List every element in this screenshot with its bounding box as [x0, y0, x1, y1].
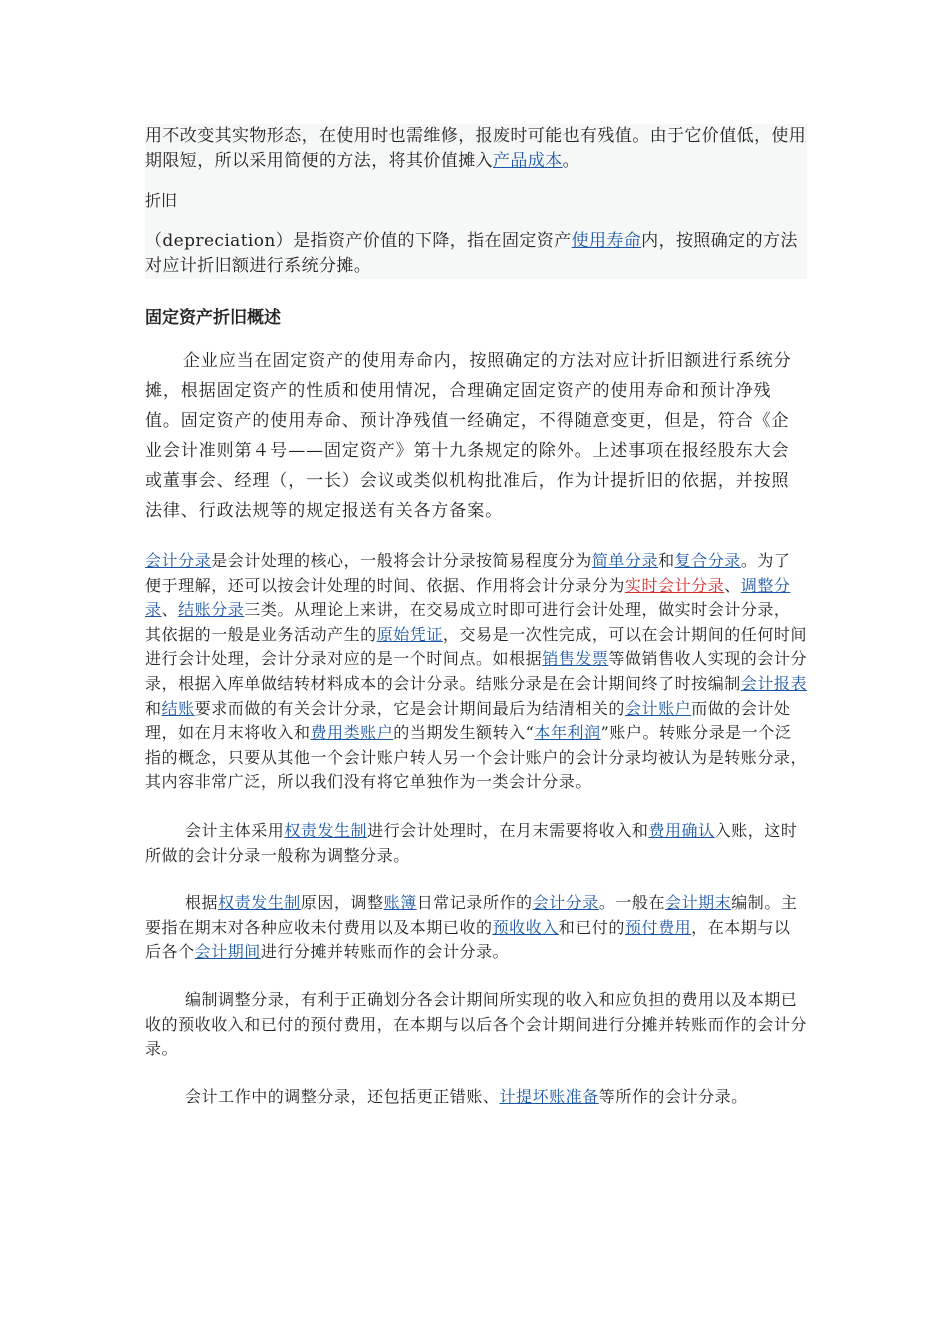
text-run: 编制调整分录，有利于正确划分各会计期间所实现的收入和应负担的费用以及本期已收的预收收入和已付的预付费用，在本期与以后各个会计期间进行分摊并转账而作的会计分录。 — [145, 989, 808, 1059]
text-run: 用不改变其实物形态，在使用时也需维修，报废时可能也有残值。由于它价值低，使用期限短，所以采用简便的方法，将其价值摊入 — [145, 126, 807, 171]
hyperlink[interactable]: 结账分录 — [178, 600, 245, 620]
text-run: 根据 — [185, 893, 219, 913]
hyperlink[interactable]: 权责发生制 — [284, 820, 368, 840]
hyperlink[interactable]: 简单分录 — [591, 551, 659, 570]
grey-paragraph-1 — [145, 124, 807, 174]
hyperlink[interactable]: 本年利润 — [534, 723, 601, 743]
text-run: （depreciation）是指资产价值的下降，指在固定资产 — [145, 231, 572, 251]
hyperlink[interactable]: 预付费用 — [624, 917, 692, 937]
text-run: 和 — [145, 698, 162, 718]
text-run: 进行会计处理时，在月末需要将收入和 — [367, 820, 649, 840]
hyperlink[interactable]: 权责发生制 — [218, 893, 301, 913]
hyperlink[interactable]: 会计分录 — [145, 551, 212, 570]
text-run: 、 — [724, 575, 741, 595]
text-run: 、 — [161, 600, 179, 620]
hyperlink[interactable]: 预收收入 — [492, 917, 559, 937]
text-run: 三类。从理论上来讲，在交易成立时即可进行会计处理，做实时会计分录，其依据的一般是业务活动产生的 — [145, 600, 791, 644]
hyperlink[interactable]: 会计账户 — [624, 698, 692, 718]
hyperlink[interactable]: 复合分录 — [674, 551, 741, 570]
text-run: 的当期发生额转入“ — [393, 723, 535, 743]
text-run: 日常记录所作的 — [416, 893, 533, 913]
text-run: 原因，调整 — [300, 893, 384, 913]
text-run: 是会计处理的核心，一般将会计分录按简易程度分为 — [211, 551, 592, 570]
term-label: 折旧 — [145, 191, 178, 210]
quoted-block — [145, 124, 807, 279]
hyperlink[interactable]: 产品成本 — [493, 151, 563, 171]
hyperlink[interactable]: 结账 — [161, 698, 195, 718]
hyperlink[interactable]: 调整分录 — [145, 575, 791, 620]
hyperlink[interactable]: 费用确认 — [648, 820, 715, 840]
text-run: 等所作的会计分录。 — [598, 1086, 748, 1106]
text-run: 内，按照确定的方法对应计折旧额进行系统分摊。 — [145, 231, 798, 276]
hyperlink[interactable]: 账簿 — [383, 893, 417, 913]
text-run: ”账户。转账分录是一个泛指的概念，只要从其他一个会计账户转人另一个会计账户的会计分录均被认为是转账分录，其内容非常广泛，所以我们没有将它单独作为一类会计分录。 — [145, 723, 808, 792]
body-paragraph — [145, 1085, 807, 1110]
body-paragraph — [145, 819, 807, 868]
text-run: 进行分摊并转账而作的会计分录。 — [260, 942, 510, 962]
text-run: 等做销售收人实现的会计分录，根据入库单做结转材料成本的会计分录。结账分录是在会计期间终了时按编制 — [145, 649, 808, 693]
hyperlink[interactable]: 计提坏账准备 — [499, 1086, 599, 1106]
text-run: 入账，这时所做的会计分录一般称为调整分录。 — [145, 820, 798, 865]
hyperlink[interactable]: 费用类账户 — [310, 723, 394, 743]
body-paragraph — [145, 549, 807, 795]
overview-paragraph: 企业应当在固定资产的使用寿命内，按照确定的方法对应计折旧额进行系统分摊，根据固定资产的性质和使用情况，合理确定固定资产的使用寿命和预计净残值。固定资产的使用寿命、预计净残值一经确定，不得随意变更，但是，符合《企业会计准则第４号——固定资产》第十九条规定的除外。上述事项在报经股东大会或董事会、经理（，一长）会议或类似机构批准后，作为计提折旧的依据，并按照法律、行政法规等的规定报送有关各方备案。 — [145, 351, 792, 521]
text-run: 和 — [658, 551, 675, 570]
hyperlink[interactable]: 会计期末 — [665, 893, 732, 913]
text-run: ，在本期与以后各个 — [145, 917, 791, 962]
text-run: 编制。主要指在期末对各种应收未付费用以及本期已收的 — [145, 893, 798, 937]
hyperlink[interactable]: 会计分录 — [532, 893, 599, 913]
text-run: 会计主体采用 — [185, 820, 285, 840]
hyperlink[interactable]: 会计报表 — [740, 673, 808, 693]
hyperlink[interactable]: 原始凭证 — [376, 624, 443, 644]
text-run: 。 — [562, 151, 581, 171]
text-run: 。为了便于理解，还可以按会计处理的时间、依据、作用将会计分录分为 — [145, 551, 791, 595]
hyperlink[interactable]: 实时会计分录 — [624, 575, 725, 595]
document-page — [145, 124, 807, 1109]
text-run: 。一般在 — [598, 893, 666, 913]
hyperlink[interactable]: 会计期间 — [194, 942, 261, 962]
body-paragraph — [145, 988, 807, 1062]
body-paragraph — [145, 891, 807, 965]
hyperlink[interactable]: 销售发票 — [542, 649, 609, 669]
text-run: 和已付的 — [558, 917, 625, 937]
text-run: 而做的会计处理，如在月末将收入和 — [145, 698, 791, 743]
hyperlink[interactable]: 使用寿命 — [571, 231, 642, 251]
grey-paragraph-2 — [145, 229, 807, 279]
text-run: 要求而做的有关会计分录，它是会计期间最后为结清相关的 — [194, 698, 625, 718]
text-run: ，交易是一次性完成，可以在会计期间的任何时间进行会计处理，会计分录对应的是一个时间点。如根据 — [145, 624, 808, 669]
body-paragraphs — [145, 549, 807, 1109]
text-run: 会计工作中的调整分录，还包括更正错账、 — [185, 1086, 500, 1106]
section-heading: 固定资产折旧概述 — [145, 308, 281, 328]
